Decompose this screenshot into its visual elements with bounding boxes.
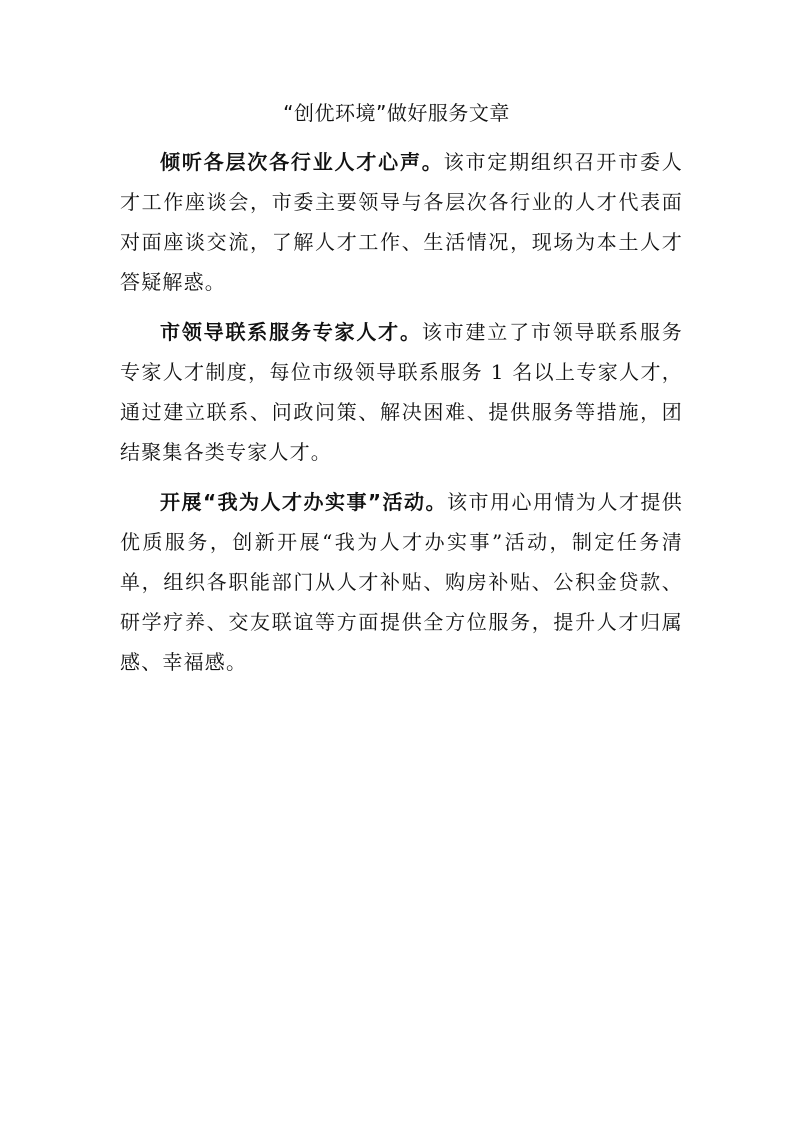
paragraph-leader-contact <box>120 312 683 472</box>
paragraph-lead: 倾听各层次各行业人才心声。 <box>160 150 444 174</box>
paragraph-practical-activities <box>120 482 683 682</box>
paragraph-text: 该市定期组织召开市委人才工作座谈会，市委主要领导与各层次各行业的人才代表面对面座谈交流，了解人才工作、生活情况，现场为本土人才答疑解惑。 <box>120 150 683 294</box>
paragraph-lead: 市领导联系服务专家人才。 <box>160 320 422 344</box>
document-title: “创优环境”做好服务文章 <box>283 101 510 125</box>
paragraph-talent-voices <box>120 142 683 302</box>
paragraph-text: 该市用心用情为人才提供优质服务，创新开展“我为人才办实事”活动，制定任务清单，组织各职能部门从人才补贴、购房补贴、公积金贷款、研学疗养、交友联谊等方面提供全方位服务，提升人才归属感、幸福感。 <box>120 490 683 674</box>
paragraph-lead: 开展“我为人才办实事”活动。 <box>160 490 447 514</box>
paragraph-text: 该市建立了市领导联系服务专家人才制度，每位市级领导联系服务 1 名以上专家人才，通过建立联系、问政问策、解决困难、提供服务等措施，团结聚集各类专家人才。 <box>120 320 683 464</box>
document-body <box>120 142 683 692</box>
